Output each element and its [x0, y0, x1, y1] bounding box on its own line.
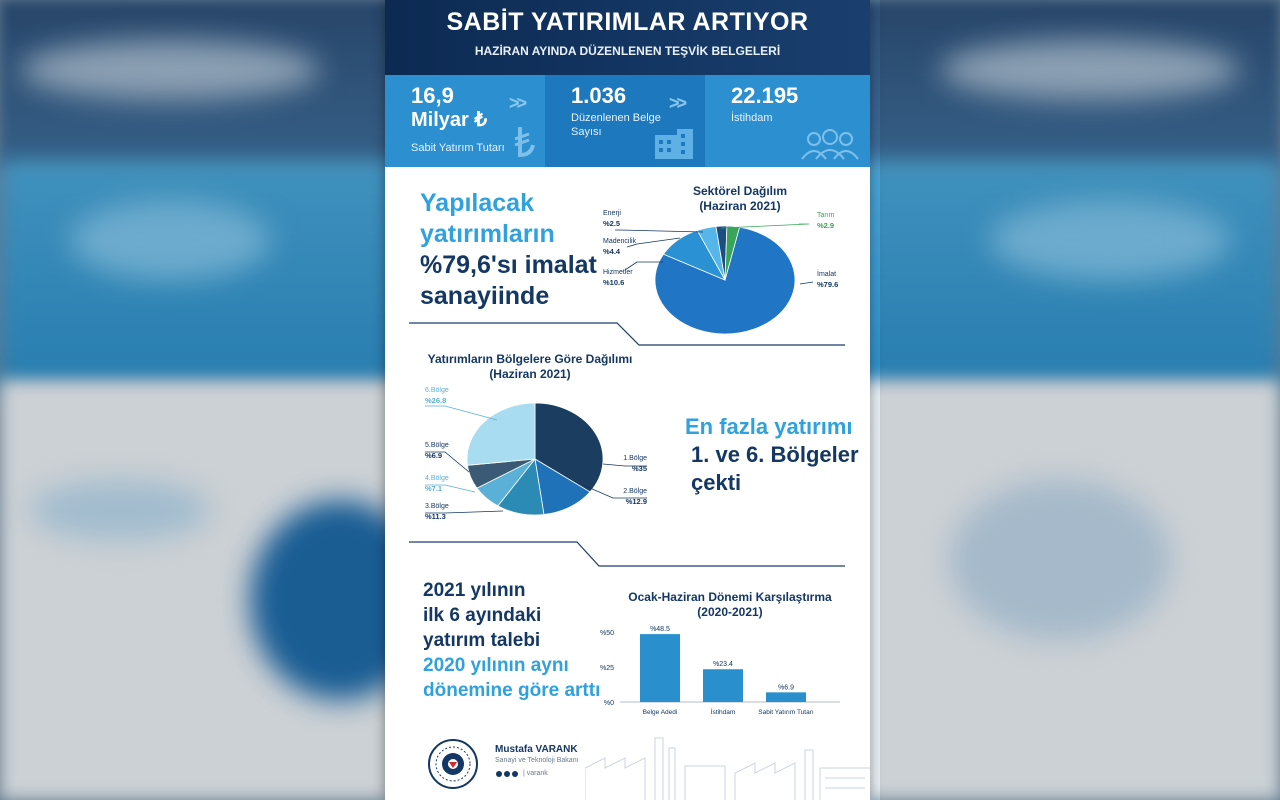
section3-line-2: ilk 6 ayındaki: [423, 605, 542, 626]
pie-label-enerji: Enerji: [603, 210, 621, 217]
poster-subtitle: HAZİRAN AYINDA DÜZENLENEN TEŞVİK BELGELERİ: [474, 44, 781, 58]
pie-value-6-bolge: %26.8: [425, 396, 447, 405]
region-chart-title: [405, 352, 655, 382]
bar-value-label: %6.9: [778, 684, 794, 692]
stat-employment-value: 22.195: [731, 83, 799, 108]
stat-investment-value: 16,9: [411, 83, 454, 108]
stat-investment-label: Sabit Yatırım Tutarı: [411, 142, 505, 154]
x-tick-label: Belge Adedi: [642, 709, 678, 716]
section2-line-2: 1. ve 6. Bölgeler: [691, 442, 859, 467]
pie-value-i-malat: %79.6: [817, 280, 839, 289]
sector-chart-title-line-1: Sektörel Dağılım: [692, 184, 788, 198]
pie-leader-i-malat: [800, 282, 813, 284]
pie-value-tarim: %2.9: [817, 221, 835, 230]
bar-chart-title-line-2: (2020-2021): [697, 605, 763, 619]
bar-belge-adedi: [640, 634, 680, 702]
pie-label-5-bolge: 5.Bölge: [425, 442, 449, 449]
social-icons: [495, 770, 521, 778]
sector-pie-chart: [585, 200, 870, 340]
section1-line-4: sanayiinde: [420, 282, 550, 310]
ministry-emblem-icon: [427, 738, 479, 790]
region-chart-title-line-2: (Haziran 2021): [489, 367, 571, 381]
y-tick-label: %25: [600, 665, 614, 672]
pie-value-3-bolge: %11.3: [425, 512, 446, 521]
chevrons-right-icon: >>: [669, 93, 685, 113]
pie-label-tarim: Tarım: [817, 212, 835, 219]
stat-investment-unit: Milyar ₺: [411, 109, 488, 131]
chevrons-right-icon: >>: [509, 93, 525, 113]
x-tick-label: İstihdam: [710, 709, 736, 716]
poster-title: SABİT YATIRIMLAR ARTIYOR: [446, 8, 809, 36]
pie-label-1-bolge: 1.Bölge: [623, 455, 647, 462]
section3-line-4: 2020 yılının aynı: [423, 655, 569, 676]
building-icon: [655, 129, 695, 159]
section2-text: [685, 413, 859, 497]
stat-documents-label-2: Sayısı: [571, 126, 602, 138]
section1-line-2: yatırımların: [420, 220, 555, 248]
x-tick-label: Sabit Yatırım Tutarı: [758, 709, 814, 716]
pie-leader-enerji: [615, 230, 703, 232]
social-handle-text: varank: [526, 770, 548, 777]
region-pie-chart: [385, 380, 675, 530]
stat-documents-value: 1.036: [571, 83, 627, 108]
stat-investment: [385, 75, 545, 167]
sector-chart-title-line-2: (Haziran 2021): [699, 199, 781, 213]
factory-skyline-icon: [585, 728, 870, 800]
infographic-poster: [385, 0, 870, 800]
social-handle: | varank: [523, 770, 548, 777]
section3-line-3: yatırım talebi: [423, 630, 541, 651]
section2-line-3: çekti: [691, 470, 742, 495]
stat-documents: [545, 75, 705, 167]
people-icon: [800, 127, 860, 161]
pie-value-madencilik: %4.4: [603, 247, 621, 256]
section3-line-5: dönemine göre arttı: [423, 680, 601, 701]
region-chart-title-line-1: Yatırımların Bölgelere Göre Dağılımı: [427, 352, 633, 366]
section1-line-3: %79,6'sı imalat: [420, 251, 597, 279]
pie-value-5-bolge: %6.9: [425, 451, 443, 460]
pie-leader-6-bolge: [425, 406, 497, 420]
pie-label-3-bolge: 3.Bölge: [425, 503, 449, 510]
pie-value-4-bolge: %7.1: [425, 484, 443, 493]
pie-leader-tarim: [721, 224, 809, 228]
stat-employment: [705, 75, 870, 167]
section2-line-1: En fazla yatırımı: [685, 414, 853, 439]
section1-line-1: Yapılacak: [420, 189, 534, 217]
pie-slice-6-bolge: [467, 403, 535, 465]
pie-label-madencilik: Madencilik: [603, 238, 637, 245]
stat-employment-label: İstihdam: [731, 112, 773, 124]
stats-bar: [385, 75, 870, 167]
pie-label-4-bolge: 4.Bölge: [425, 475, 449, 482]
pie-label-hizmetler: Hizmetler: [603, 269, 633, 276]
pie-value-hizmetler: %10.6: [603, 278, 625, 287]
minister-role: Sanayi ve Teknoloji Bakanı: [495, 757, 579, 764]
lira-icon: [513, 125, 535, 159]
bar-chart-title-line-1: Ocak-Haziran Dönemi Karşılaştırma: [628, 590, 832, 604]
bar-value-label: %48.5: [650, 626, 670, 634]
section3-line-1: 2021 yılının: [423, 580, 526, 601]
poster-header: [385, 0, 870, 75]
bar-sabit-yatirim-tutari: [766, 692, 806, 702]
pie-value-2-bolge: %12.9: [625, 497, 647, 506]
y-tick-label: %0: [603, 700, 614, 707]
pie-value-1-bolge: %35: [631, 464, 647, 473]
pie-label-6-bolge: 6.Bölge: [425, 387, 449, 394]
pie-label-i-malat: İmalat: [817, 271, 837, 278]
bar-value-label: %23.4: [713, 661, 733, 669]
minister-name: Mustafa VARANK: [495, 744, 578, 755]
comparison-bar-chart: [600, 622, 860, 722]
stat-documents-label-1: Düzenlenen Belge: [571, 112, 661, 124]
bar-i-stihdam: [703, 669, 743, 702]
section3-text: [423, 578, 600, 703]
bar-chart-title: [600, 590, 860, 620]
pie-value-enerji: %2.5: [603, 219, 621, 228]
pie-label-2-bolge: 2.Bölge: [623, 488, 647, 495]
y-tick-label: %50: [600, 630, 614, 637]
section1-text: [420, 188, 597, 312]
